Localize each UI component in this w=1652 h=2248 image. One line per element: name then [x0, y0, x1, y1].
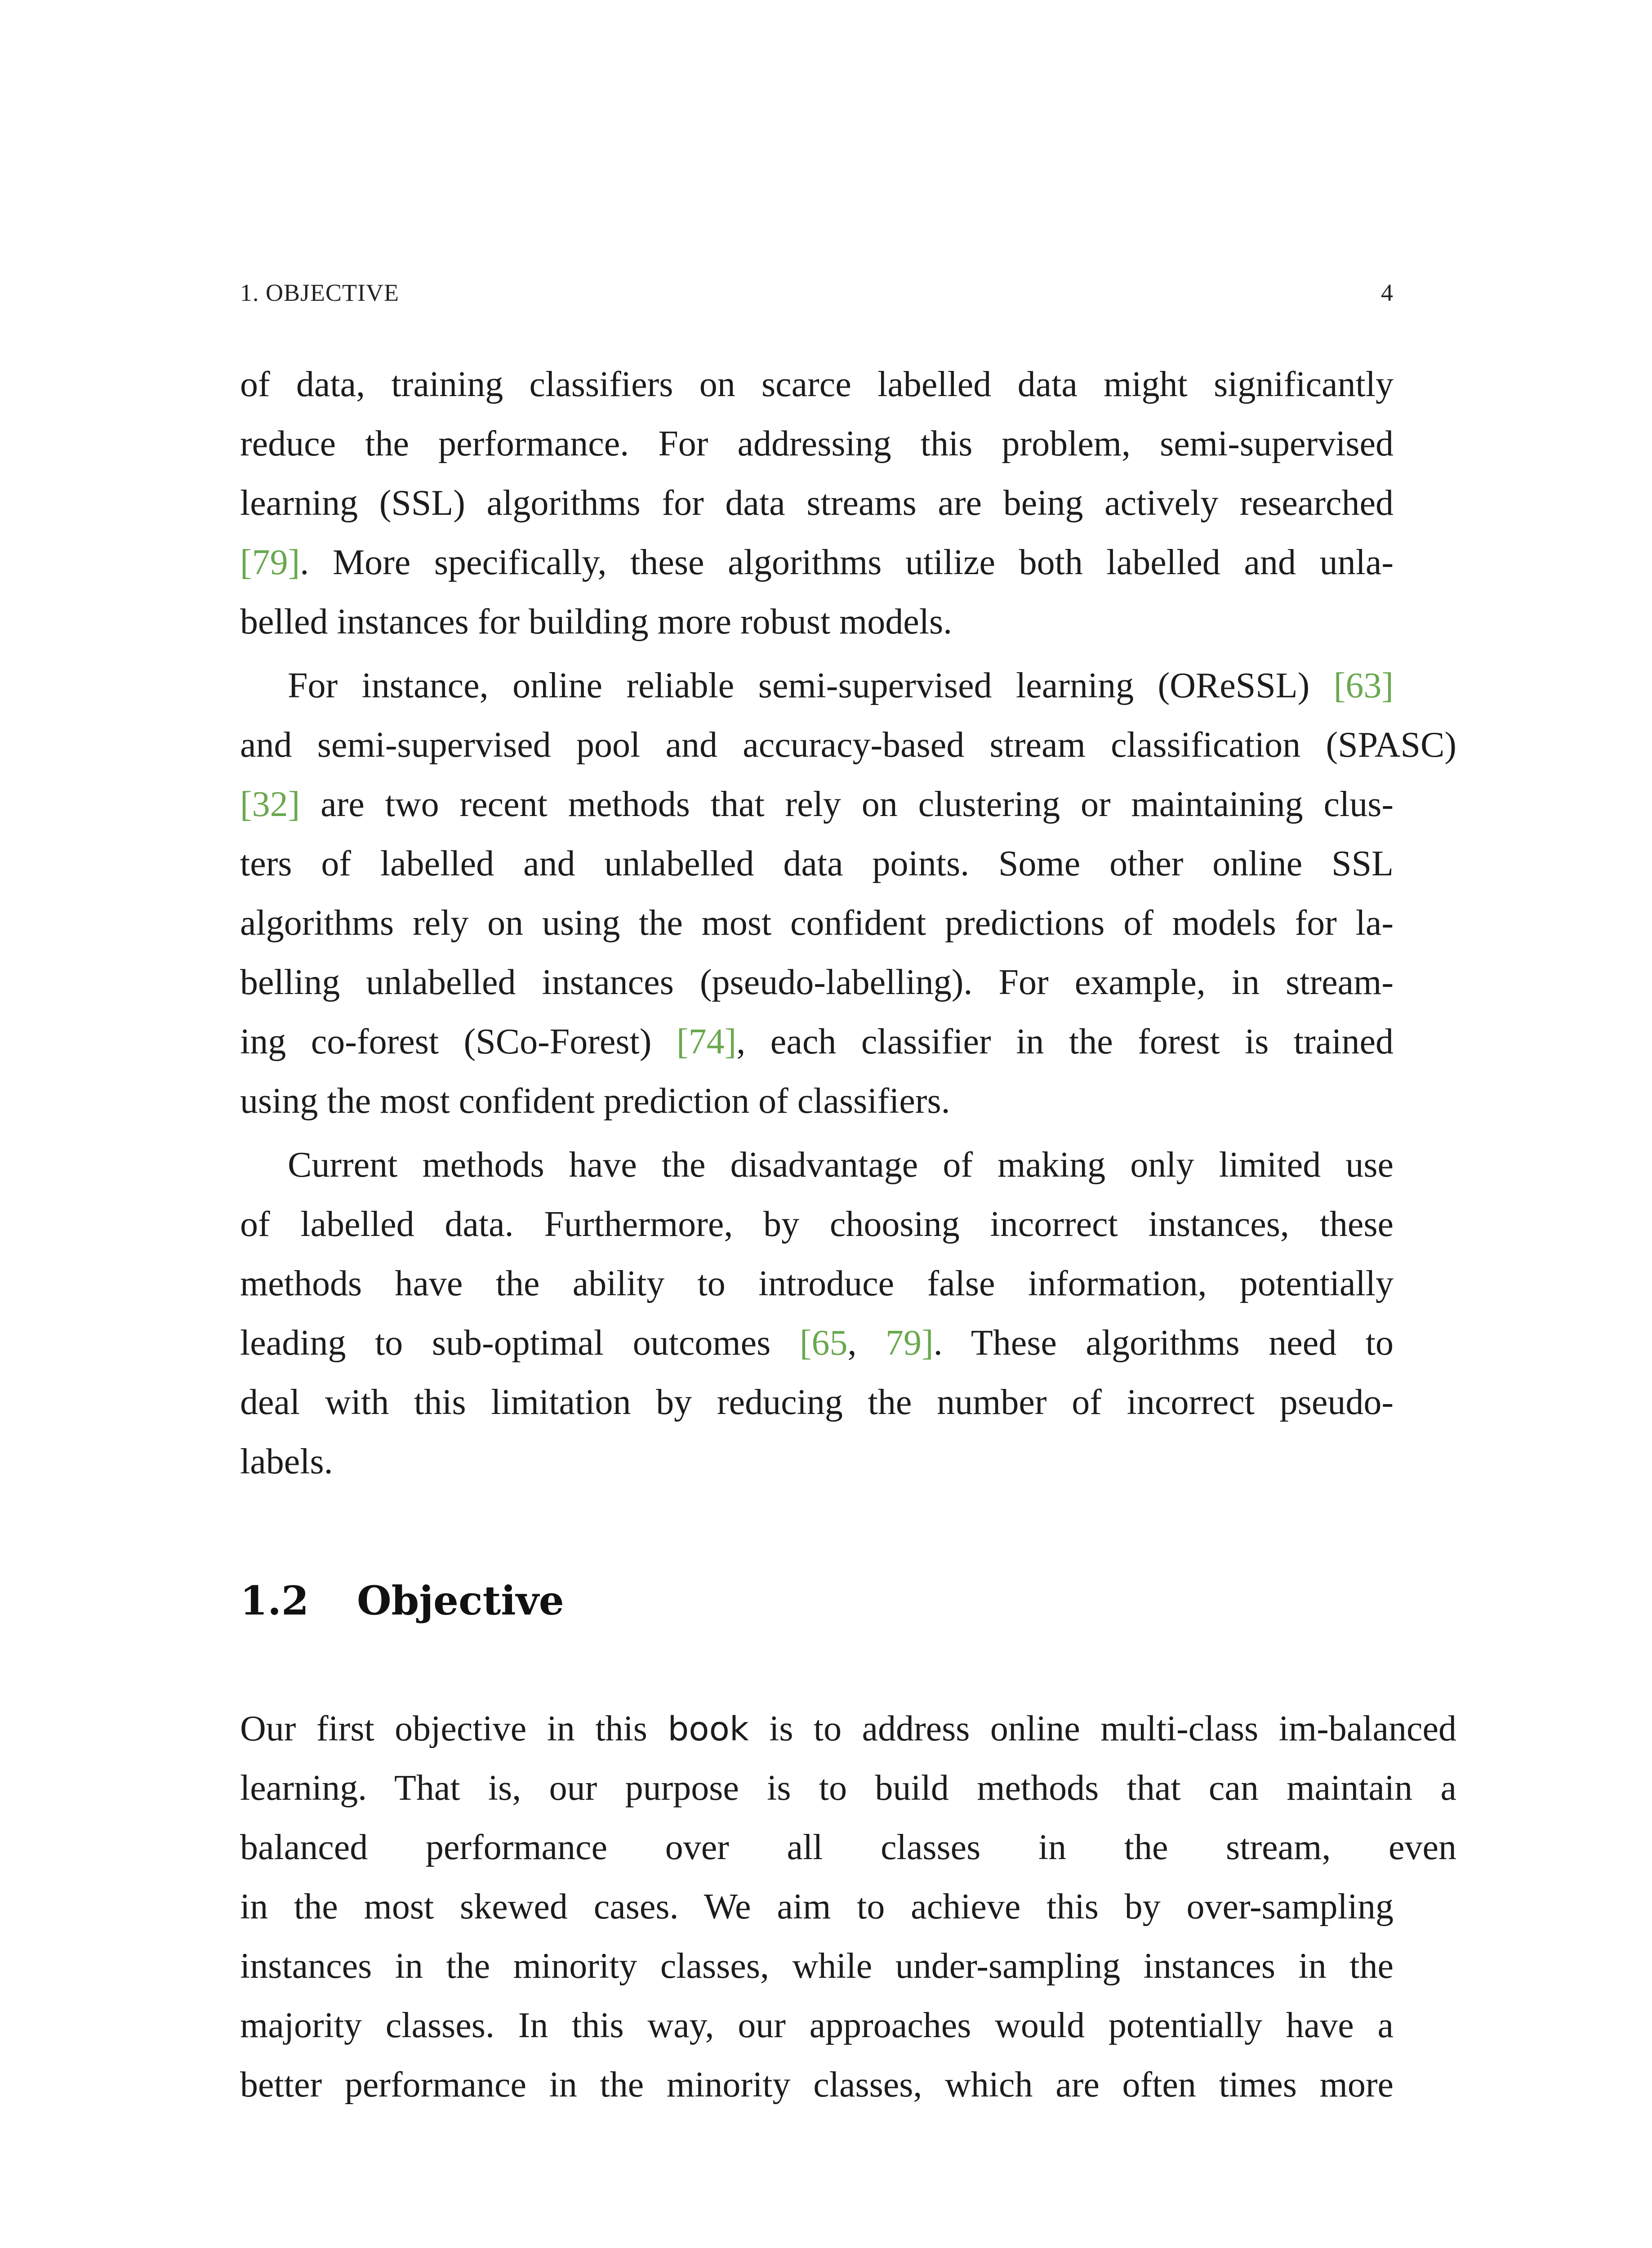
paragraph-4-line-1 — [240, 1704, 1456, 1753]
running-head-title: 1. OBJECTIVE — [240, 279, 399, 306]
paragraph-2-line-1 — [288, 661, 1394, 710]
citation-link[interactable]: [63] — [1333, 666, 1394, 705]
citation-bracket-open: [ — [799, 1323, 812, 1363]
paragraph-4-line-6: majority classes. In this way, our approaches would potentially have a — [240, 2006, 1394, 2045]
paragraph-3-line-4 — [240, 1318, 1394, 1368]
paragraph-4-line-1-text-b: is to address online multi-class im-balanced — [748, 1709, 1457, 1748]
citation-bracket-close: ] — [922, 1323, 934, 1363]
citation-link[interactable]: [74] — [676, 1022, 737, 1062]
paragraph-1-line-2: reduce the performance. For addressing this problem, semi-supervised — [240, 424, 1394, 464]
citation-link[interactable]: 65 — [811, 1323, 848, 1363]
section-heading — [240, 1574, 564, 1628]
paragraph-2-line-1-text: For instance, online reliable semi-supervised learning (OReSSL) — [288, 666, 1334, 705]
paragraph-3-line-2: of labelled data. Furthermore, by choosing incorrect instances, these — [240, 1204, 1394, 1244]
paragraph-1-line-4 — [240, 538, 1394, 587]
paragraph-3-line-5: deal with this limitation by reducing the number of incorrect pseudo- — [240, 1383, 1394, 1422]
paragraph-2-line-2: and semi-supervised pool and accuracy-based stream classification (SPASC) — [240, 725, 1456, 765]
paragraph-2-line-8: using the most confident prediction of classifiers. — [240, 1081, 950, 1121]
paragraph-4-line-7: better performance in the minority classes, which are often times more — [240, 2065, 1394, 2105]
paragraph-2-line-7-text-b: , each classifier in the forest is trained — [736, 1022, 1394, 1062]
paragraph-3-line-6: labels. — [240, 1442, 333, 1481]
paragraph-3-line-1: Current methods have the disadvantage of making only limited use — [288, 1145, 1394, 1185]
paragraph-3-line-4-text-a: leading to sub-optimal outcomes — [240, 1323, 800, 1363]
citation-link[interactable]: 79 — [886, 1323, 922, 1363]
section-number: 1.2 — [240, 1577, 309, 1624]
paragraph-4-line-5: instances in the minority classes, while under-sampling instances in the — [240, 1946, 1394, 1986]
paragraph-1-line-3: learning (SSL) algorithms for data streams are being actively researched — [240, 483, 1394, 523]
paragraph-2-line-5: algorithms rely on using the most confident predictions of models for la- — [240, 903, 1394, 943]
section-title: Objective — [357, 1577, 564, 1624]
paragraph-4-book-word: book — [668, 1710, 749, 1748]
paragraph-4-line-1-text-a: Our first objective in this — [240, 1709, 668, 1748]
page-number: 4 — [1381, 279, 1394, 306]
paragraph-3-line-3: methods have the ability to introduce false information, potentially — [240, 1264, 1394, 1303]
paragraph-2-line-4: ters of labelled and unlabelled data points. Some other online SSL — [240, 844, 1394, 883]
paragraph-2-line-3-text: are two recent methods that rely on clustering or maintaining clus- — [300, 785, 1394, 824]
paragraph-4-line-4: in the most skewed cases. We aim to achieve this by over-sampling — [240, 1887, 1394, 1927]
citation-separator: , — [847, 1323, 886, 1363]
paragraph-2-line-6: belling unlabelled instances (pseudo-labelling). For example, in stream- — [240, 963, 1394, 1002]
paragraph-4-line-3: balanced performance over all classes in the stream, even — [240, 1828, 1456, 1867]
paragraph-1-line-4-text: . More specifically, these algorithms utilize both labelled and unla- — [300, 543, 1394, 582]
paragraph-1-line-5: belled instances for building more robust models. — [240, 602, 953, 642]
paragraph-2-line-7 — [240, 1017, 1394, 1066]
paragraph-2-line-7-text-a: ing co-forest (SCo-Forest) — [240, 1022, 677, 1062]
paragraph-2-line-3 — [240, 780, 1394, 829]
citation-link[interactable]: [79] — [240, 543, 300, 582]
running-head — [240, 279, 1394, 310]
paragraph-4-line-2: learning. That is, our purpose is to build methods that can maintain a — [240, 1768, 1456, 1808]
paragraph-3-line-4-text-b: . These algorithms need to — [933, 1323, 1394, 1363]
citation-link[interactable]: [32] — [240, 785, 300, 824]
paragraph-1-line-1: of data, training classifiers on scarce labelled data might significantly — [240, 365, 1394, 404]
